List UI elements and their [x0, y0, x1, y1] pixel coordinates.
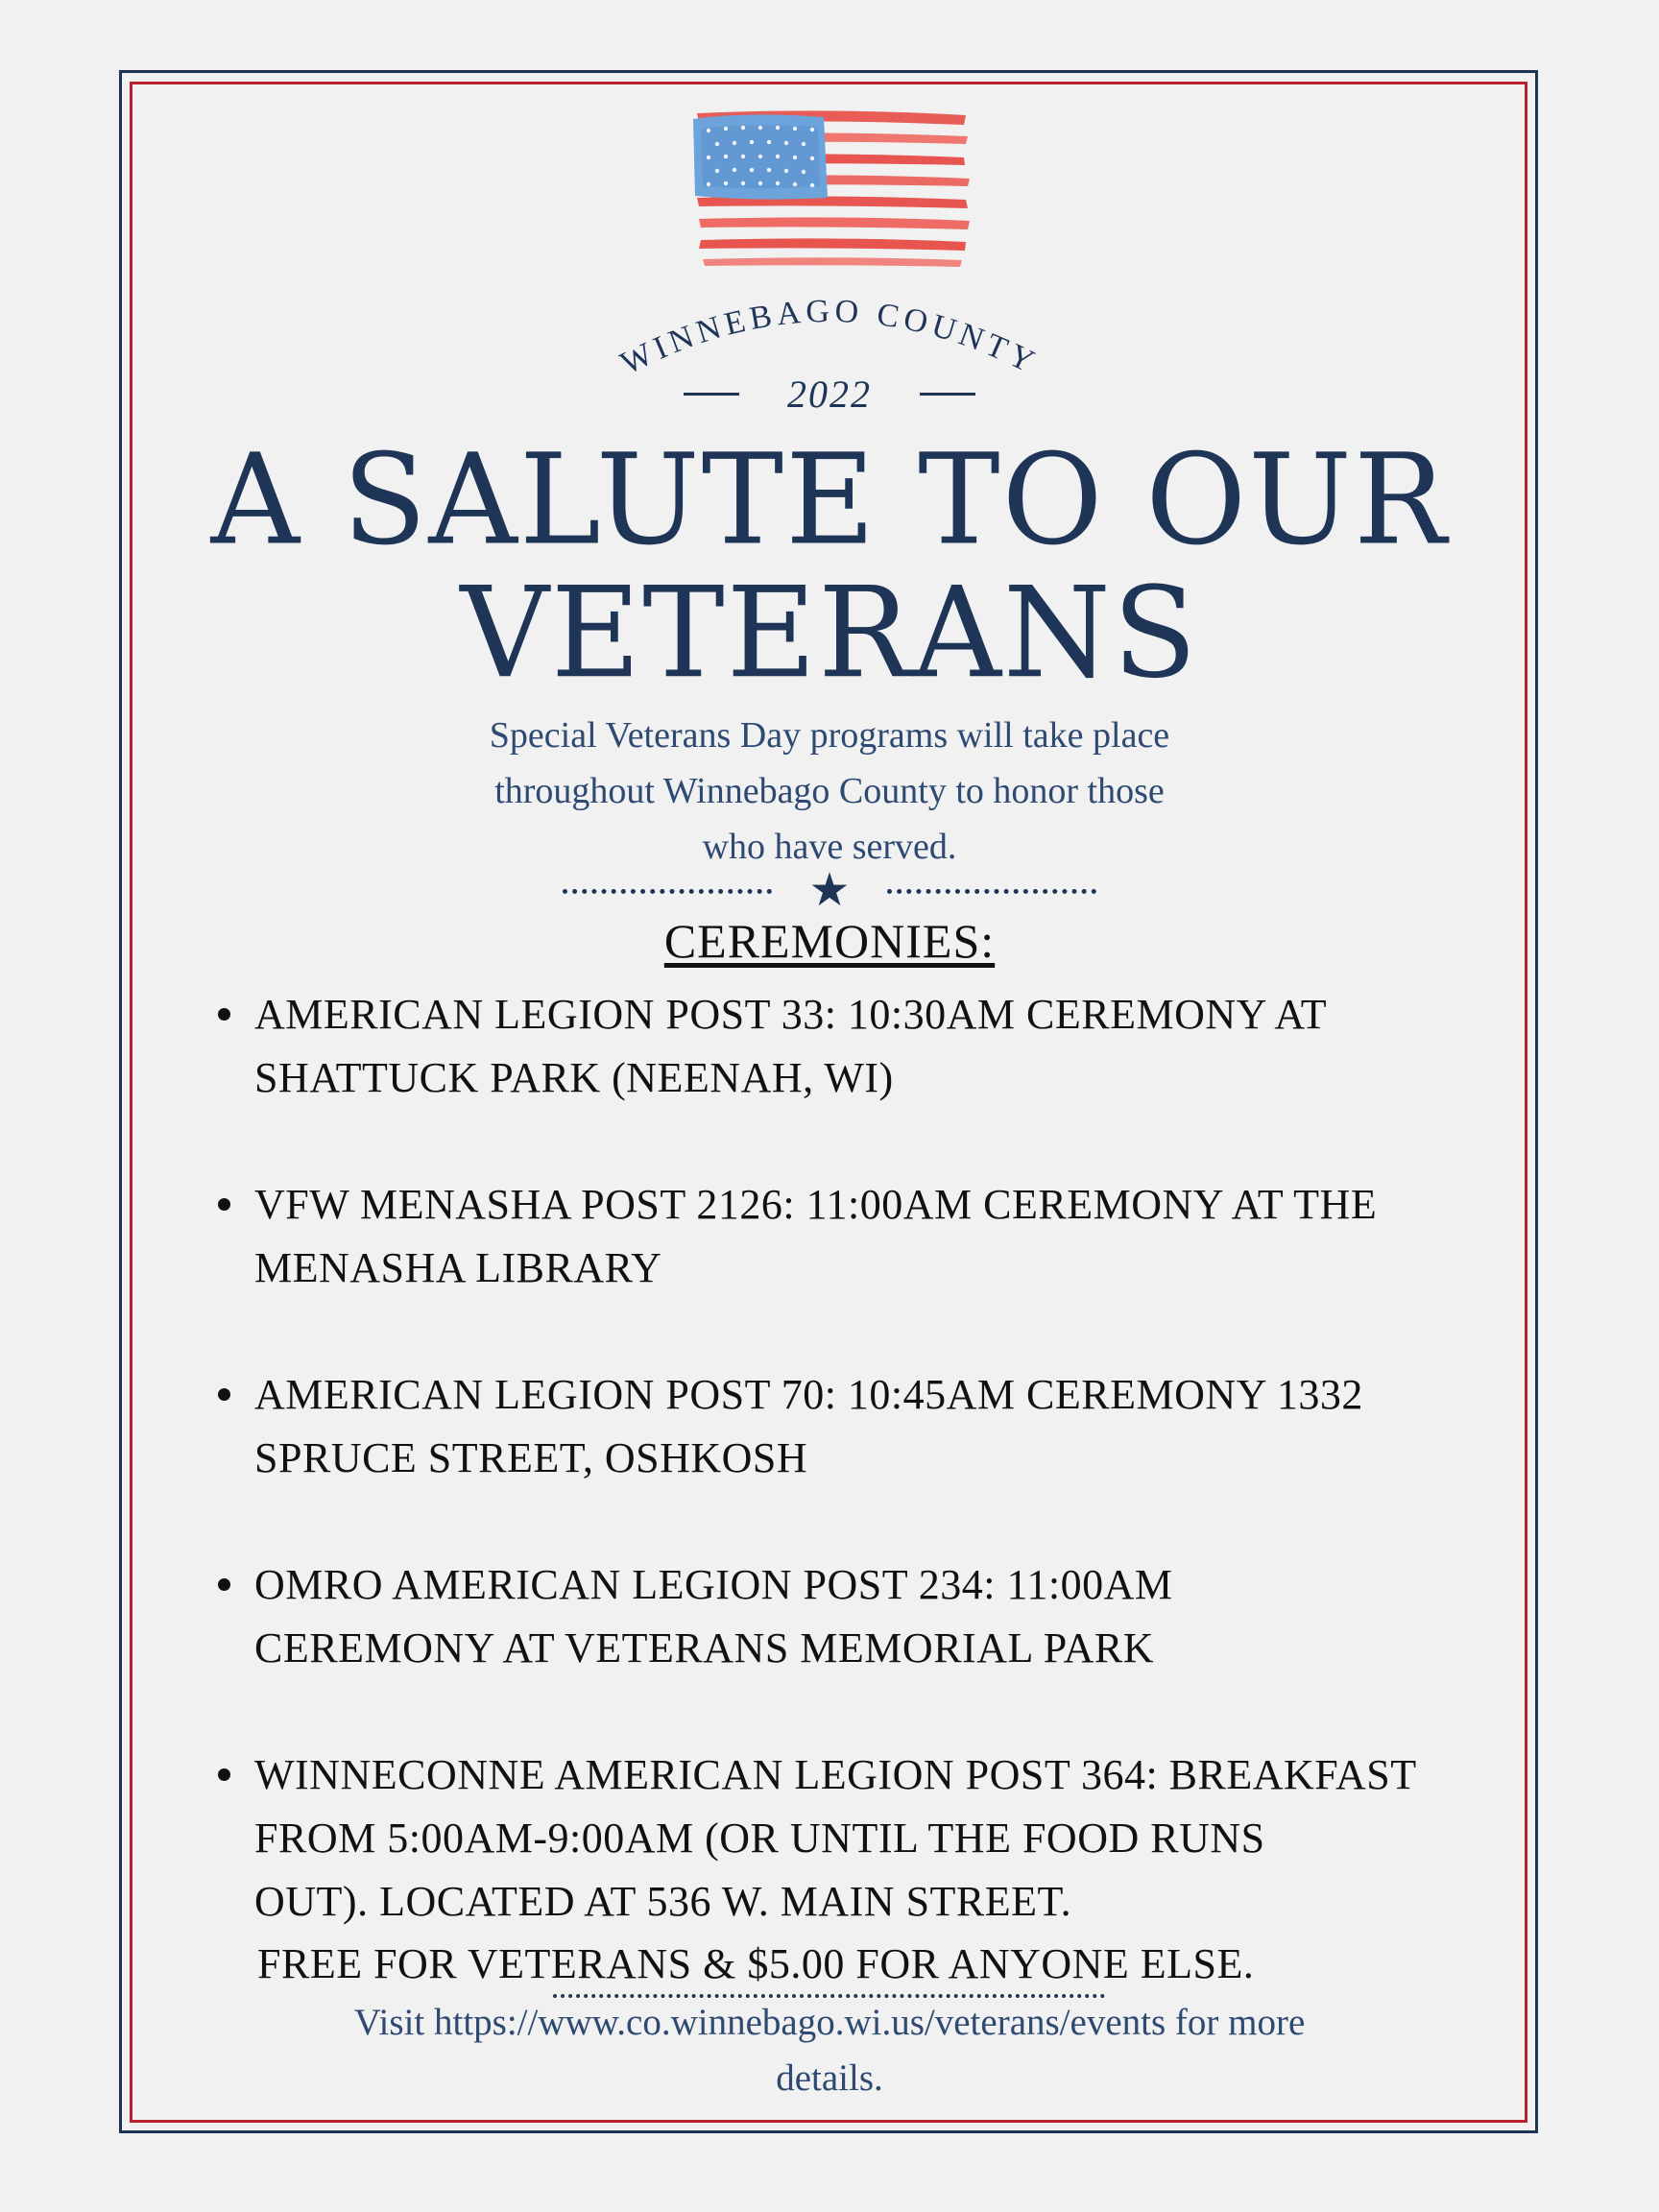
list-item-line: SHATTUCK PARK (NEENAH, WI) [254, 1054, 894, 1101]
star-icon: ★ [808, 865, 851, 916]
year: 2022 [787, 372, 872, 416]
bullet-icon [218, 1388, 230, 1401]
list-item [216, 1743, 1483, 1934]
intro-line-2: throughout Winnebago County to honor those [494, 771, 1165, 811]
intro-line-1: Special Veterans Day programs will take place [489, 715, 1170, 756]
visit-info [230, 1995, 1429, 2106]
list-item-line: SPRUCE STREET, OSHKOSH [254, 1434, 808, 1481]
list-item [216, 1553, 1483, 1680]
visit-line-1: Visit https://www.co.winnebago.wi.us/veterans/events for more [353, 2002, 1306, 2043]
list-item [216, 1173, 1483, 1300]
page-title [0, 427, 1659, 707]
list-item [216, 1363, 1483, 1490]
ceremony-list [216, 983, 1483, 1934]
intro-line-3: who have served. [702, 827, 957, 867]
ceremonies-heading: CEREMONIES: [663, 914, 996, 968]
county-name: WINNEBAGO COUNTY [614, 293, 1045, 382]
bullet-icon [218, 1198, 230, 1211]
year-left-rule [684, 393, 739, 396]
list-item-line: AMERICAN LEGION POST 70: 10:45AM CEREMONY 1332 [254, 1371, 1363, 1418]
year-row [0, 365, 1659, 422]
list-item-line: AMERICAN LEGION POST 33: 10:30AM CEREMONY AT [254, 991, 1328, 1038]
free-note: FREE FOR VETERANS & $5.00 FOR ANYONE ELSE. [257, 1940, 1255, 1987]
list-item-line: VFW MENASHA POST 2126: 11:00AM CEREMONY AT THE [254, 1181, 1378, 1228]
bullet-icon [218, 1008, 230, 1021]
list-item [216, 983, 1483, 1110]
list-item-line: OUT). LOCATED AT 536 W. MAIN STREET. [254, 1878, 1072, 1925]
divider-dots-right [887, 889, 1096, 894]
list-item-line: WINNECONNE AMERICAN LEGION POST 364: BREAKFAST [254, 1751, 1417, 1798]
list-item-line: MENASHA LIBRARY [254, 1244, 662, 1291]
title-line-1: A SALUTE TO OUR [210, 427, 1449, 574]
year-right-rule [920, 393, 975, 396]
bullet-icon [218, 1578, 230, 1591]
intro-paragraph [349, 708, 1310, 875]
list-item-line: FROM 5:00AM-9:00AM (OR UNTIL THE FOOD RUNS [254, 1815, 1265, 1862]
divider-dots-left [563, 889, 772, 894]
title-line-2: VETERANS [460, 560, 1199, 707]
bullet-icon [218, 1768, 230, 1781]
list-item-line: OMRO AMERICAN LEGION POST 234: 11:00AM [254, 1561, 1173, 1608]
american-flag-illustration [693, 109, 972, 268]
list-item-line: CEREMONY AT VETERANS MEMORIAL PARK [254, 1624, 1155, 1671]
visit-line-2: details. [776, 2057, 883, 2099]
